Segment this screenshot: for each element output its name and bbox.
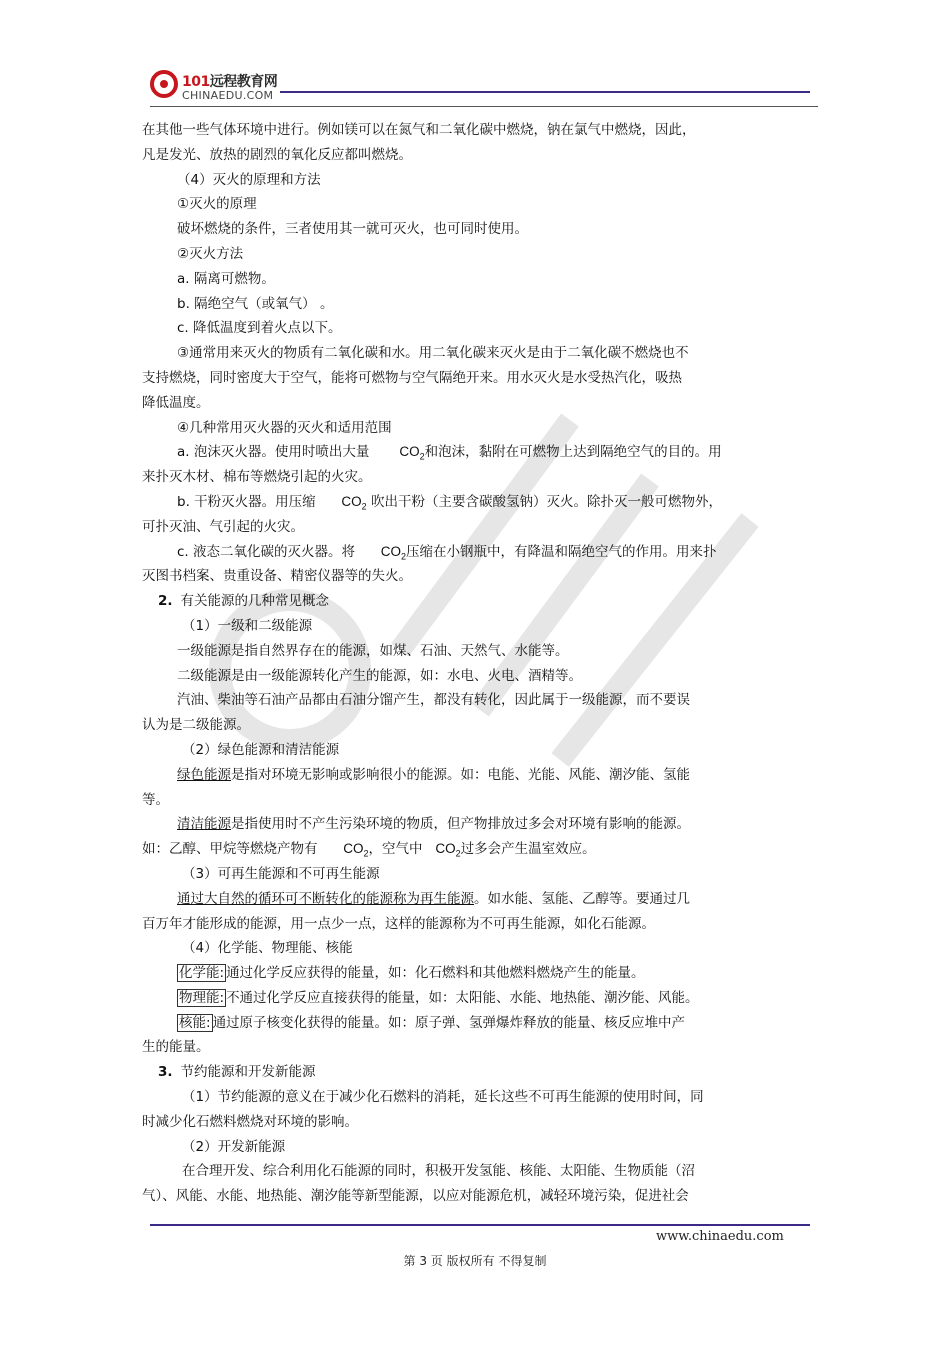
text-line: 凡是发光、放热的剧烈的氧化反应都叫燃烧。 xyxy=(142,146,412,163)
text-line: 汽油、柴油等石油产品都由石油分馏产生，都没有转化，因此属于一级能源，而不要误 xyxy=(177,692,690,709)
text-line: 等。 xyxy=(142,791,169,808)
subheading: （3）可再生能源和不可再生能源 xyxy=(182,865,380,882)
text-line: 生的能量。 xyxy=(142,1039,210,1056)
text-line: 百万年才能形成的能源，用一点少一点，这样的能源称为不可再生能源，如化石能源。 xyxy=(142,915,655,932)
header-underline xyxy=(150,106,818,107)
text-line: 一级能源是指自然界存在的能源，如煤、石油、天然气、水能等。 xyxy=(177,642,569,659)
footer-page-info: 第 3 页 版权所有 不得复制 xyxy=(403,1254,547,1268)
text-line: 二级能源是由一级能源转化产生的能源，如：水电、火电、酒精等。 xyxy=(177,667,582,684)
text-line xyxy=(142,1011,782,1036)
text-line: 气）、风能、水能、地热能、潮汐能等新型能源，以应对能源危机，减轻环境污染，促进社会 xyxy=(142,1188,689,1205)
text-line: 在其他一些气体环境中进行。例如镁可以在氮气和二氧化碳中燃烧，钠在氯气中燃烧，因此， xyxy=(142,122,696,138)
chinaedu-logo-icon xyxy=(150,70,178,98)
subheading: （1）一级和二级能源 xyxy=(182,617,313,634)
text-line: （1）节约能源的意义在于减少化石燃料的消耗，延长这些不可再生能源的使用时间，同 xyxy=(182,1089,704,1106)
subheading: （4）灭火的原理和方法 xyxy=(177,171,321,188)
boxed-term: 物理能: xyxy=(179,989,225,1006)
text-line: 认为是二级能源。 xyxy=(142,717,250,734)
logo-domain: CHINAEDU.COM xyxy=(182,89,274,102)
co2-formula: $CO_2$ xyxy=(343,841,369,859)
text-line: 可扑灭油、气引起的火灾。 xyxy=(142,518,304,535)
text-span: 压缩在小钢瓶中，有降温和隔绝空气的作用。用来扑 xyxy=(406,543,717,560)
co2-formula: $CO_2$ xyxy=(380,543,407,562)
text-span: 通过化学反应获得的能量，如：化石燃料和其他燃料燃烧产生的能量。 xyxy=(226,965,645,982)
logo-name: 101远程教育网 xyxy=(182,74,278,90)
text-span: ，空气中 xyxy=(368,841,423,858)
text-line: ②灭火方法 xyxy=(177,245,244,262)
text-line xyxy=(142,887,782,912)
boxed-term: 核能: xyxy=(179,1014,211,1031)
page-header xyxy=(150,68,820,110)
subheading: （2）绿色能源和清洁能源 xyxy=(182,741,340,758)
text-span: 通过原子核变化获得的能量。如：原子弹、氢弹爆炸释放的能量、核反应堆中产 xyxy=(212,1014,686,1031)
underlined-term: 通过大自然的循环可不断转化的能源称为再生能源 xyxy=(177,890,474,907)
subheading: （2）开发新能源 xyxy=(182,1138,286,1155)
text-span: 过多会产生温室效应。 xyxy=(460,841,596,858)
list-item xyxy=(142,440,782,465)
co2-formula: $CO_2$ xyxy=(341,493,367,512)
list-item: a. 隔离可燃物。 xyxy=(177,270,275,287)
text-line xyxy=(142,812,782,837)
section-heading xyxy=(142,1060,782,1085)
text-span: 吹出干粉（主要含碳酸氢钠）灭火。除扑灭一般可燃物外， xyxy=(370,493,722,510)
text-span: b. 干粉灭火器。用压缩 xyxy=(177,493,316,510)
list-item: b. 隔绝空气（或氧气） 。 xyxy=(177,295,334,312)
text-span: 如：乙醇、甲烷等燃烧产物有 xyxy=(142,841,318,858)
text-line xyxy=(142,763,782,788)
section-title: 有关能源的几种常见概念 xyxy=(180,593,330,610)
text-line: 降低温度。 xyxy=(142,394,210,411)
header-rule xyxy=(280,91,810,93)
text-line xyxy=(142,986,782,1011)
co2-formula: $CO_2$ xyxy=(435,841,461,859)
subheading: （4）化学能、物理能、核能 xyxy=(182,940,353,957)
text-span: 和泡沫，黏附在可燃物上达到隔绝空气的目的。用 xyxy=(424,444,722,461)
co2-formula: $CO_2$ xyxy=(399,444,425,463)
text-span: 是指使用时不产生污染环境的物质，但产物排放过多会对环境有影响的能源。 xyxy=(231,816,690,833)
section-heading xyxy=(142,589,782,614)
section-number: 2. xyxy=(158,593,173,610)
text-span: 。如水能、氢能、乙醇等。要通过几 xyxy=(474,890,690,907)
text-line xyxy=(142,837,782,862)
text-line xyxy=(142,961,782,986)
list-item xyxy=(142,490,782,515)
text-line: ④几种常用灭火器的灭火和适用范围 xyxy=(177,419,392,436)
footer-rule xyxy=(150,1224,810,1226)
underlined-term: 绿色能源 xyxy=(177,766,231,783)
text-line: 支持燃烧，同时密度大于空气，能将可燃物与空气隔绝开来。用水灭火是水受热汽化，吸热 xyxy=(142,369,682,386)
section-title: 节约能源和开发新能源 xyxy=(180,1064,316,1081)
footer-url: www.chinaedu.com xyxy=(656,1229,784,1244)
text-line: ①灭火的原理 xyxy=(177,196,257,213)
section-number: 3. xyxy=(158,1064,173,1081)
text-line: 时减少化石燃料燃烧对环境的影响。 xyxy=(142,1113,358,1130)
list-item: c. 降低温度到着火点以下。 xyxy=(177,320,342,337)
text-line: 破坏燃烧的条件，三者使用其一就可灭火，也可同时使用。 xyxy=(177,221,528,238)
text-span: 是指对环境无影响或影响很小的能源。如：电能、光能、风能、潮汐能、氢能 xyxy=(231,766,690,783)
text-span: a. 泡沫灭火器。使用时喷出大量 xyxy=(177,444,370,461)
text-line: ③通常用来灭火的物质有二氧化碳和水。用二氧化碳来灭火是由于二氧化碳不燃烧也不 xyxy=(177,345,689,362)
boxed-term: 化学能: xyxy=(179,965,225,982)
list-item xyxy=(142,540,782,565)
text-line: 在合理开发、综合利用化石能源的同时，积极开发氢能、核能、太阳能、生物质能（沼 xyxy=(182,1163,695,1180)
document-body xyxy=(142,118,782,1209)
text-line: 来扑灭木材、棉布等燃烧引起的火灾。 xyxy=(142,469,372,486)
text-span: c. 液态二氧化碳的灭火器。将 xyxy=(177,543,356,560)
underlined-term: 清洁能源 xyxy=(177,816,231,833)
text-line: 灭图书档案、贵重设备、精密仪器等的失火。 xyxy=(142,568,412,585)
text-span: 不通过化学反应直接获得的能量，如：太阳能、水能、地热能、潮汐能、风能。 xyxy=(226,989,699,1006)
